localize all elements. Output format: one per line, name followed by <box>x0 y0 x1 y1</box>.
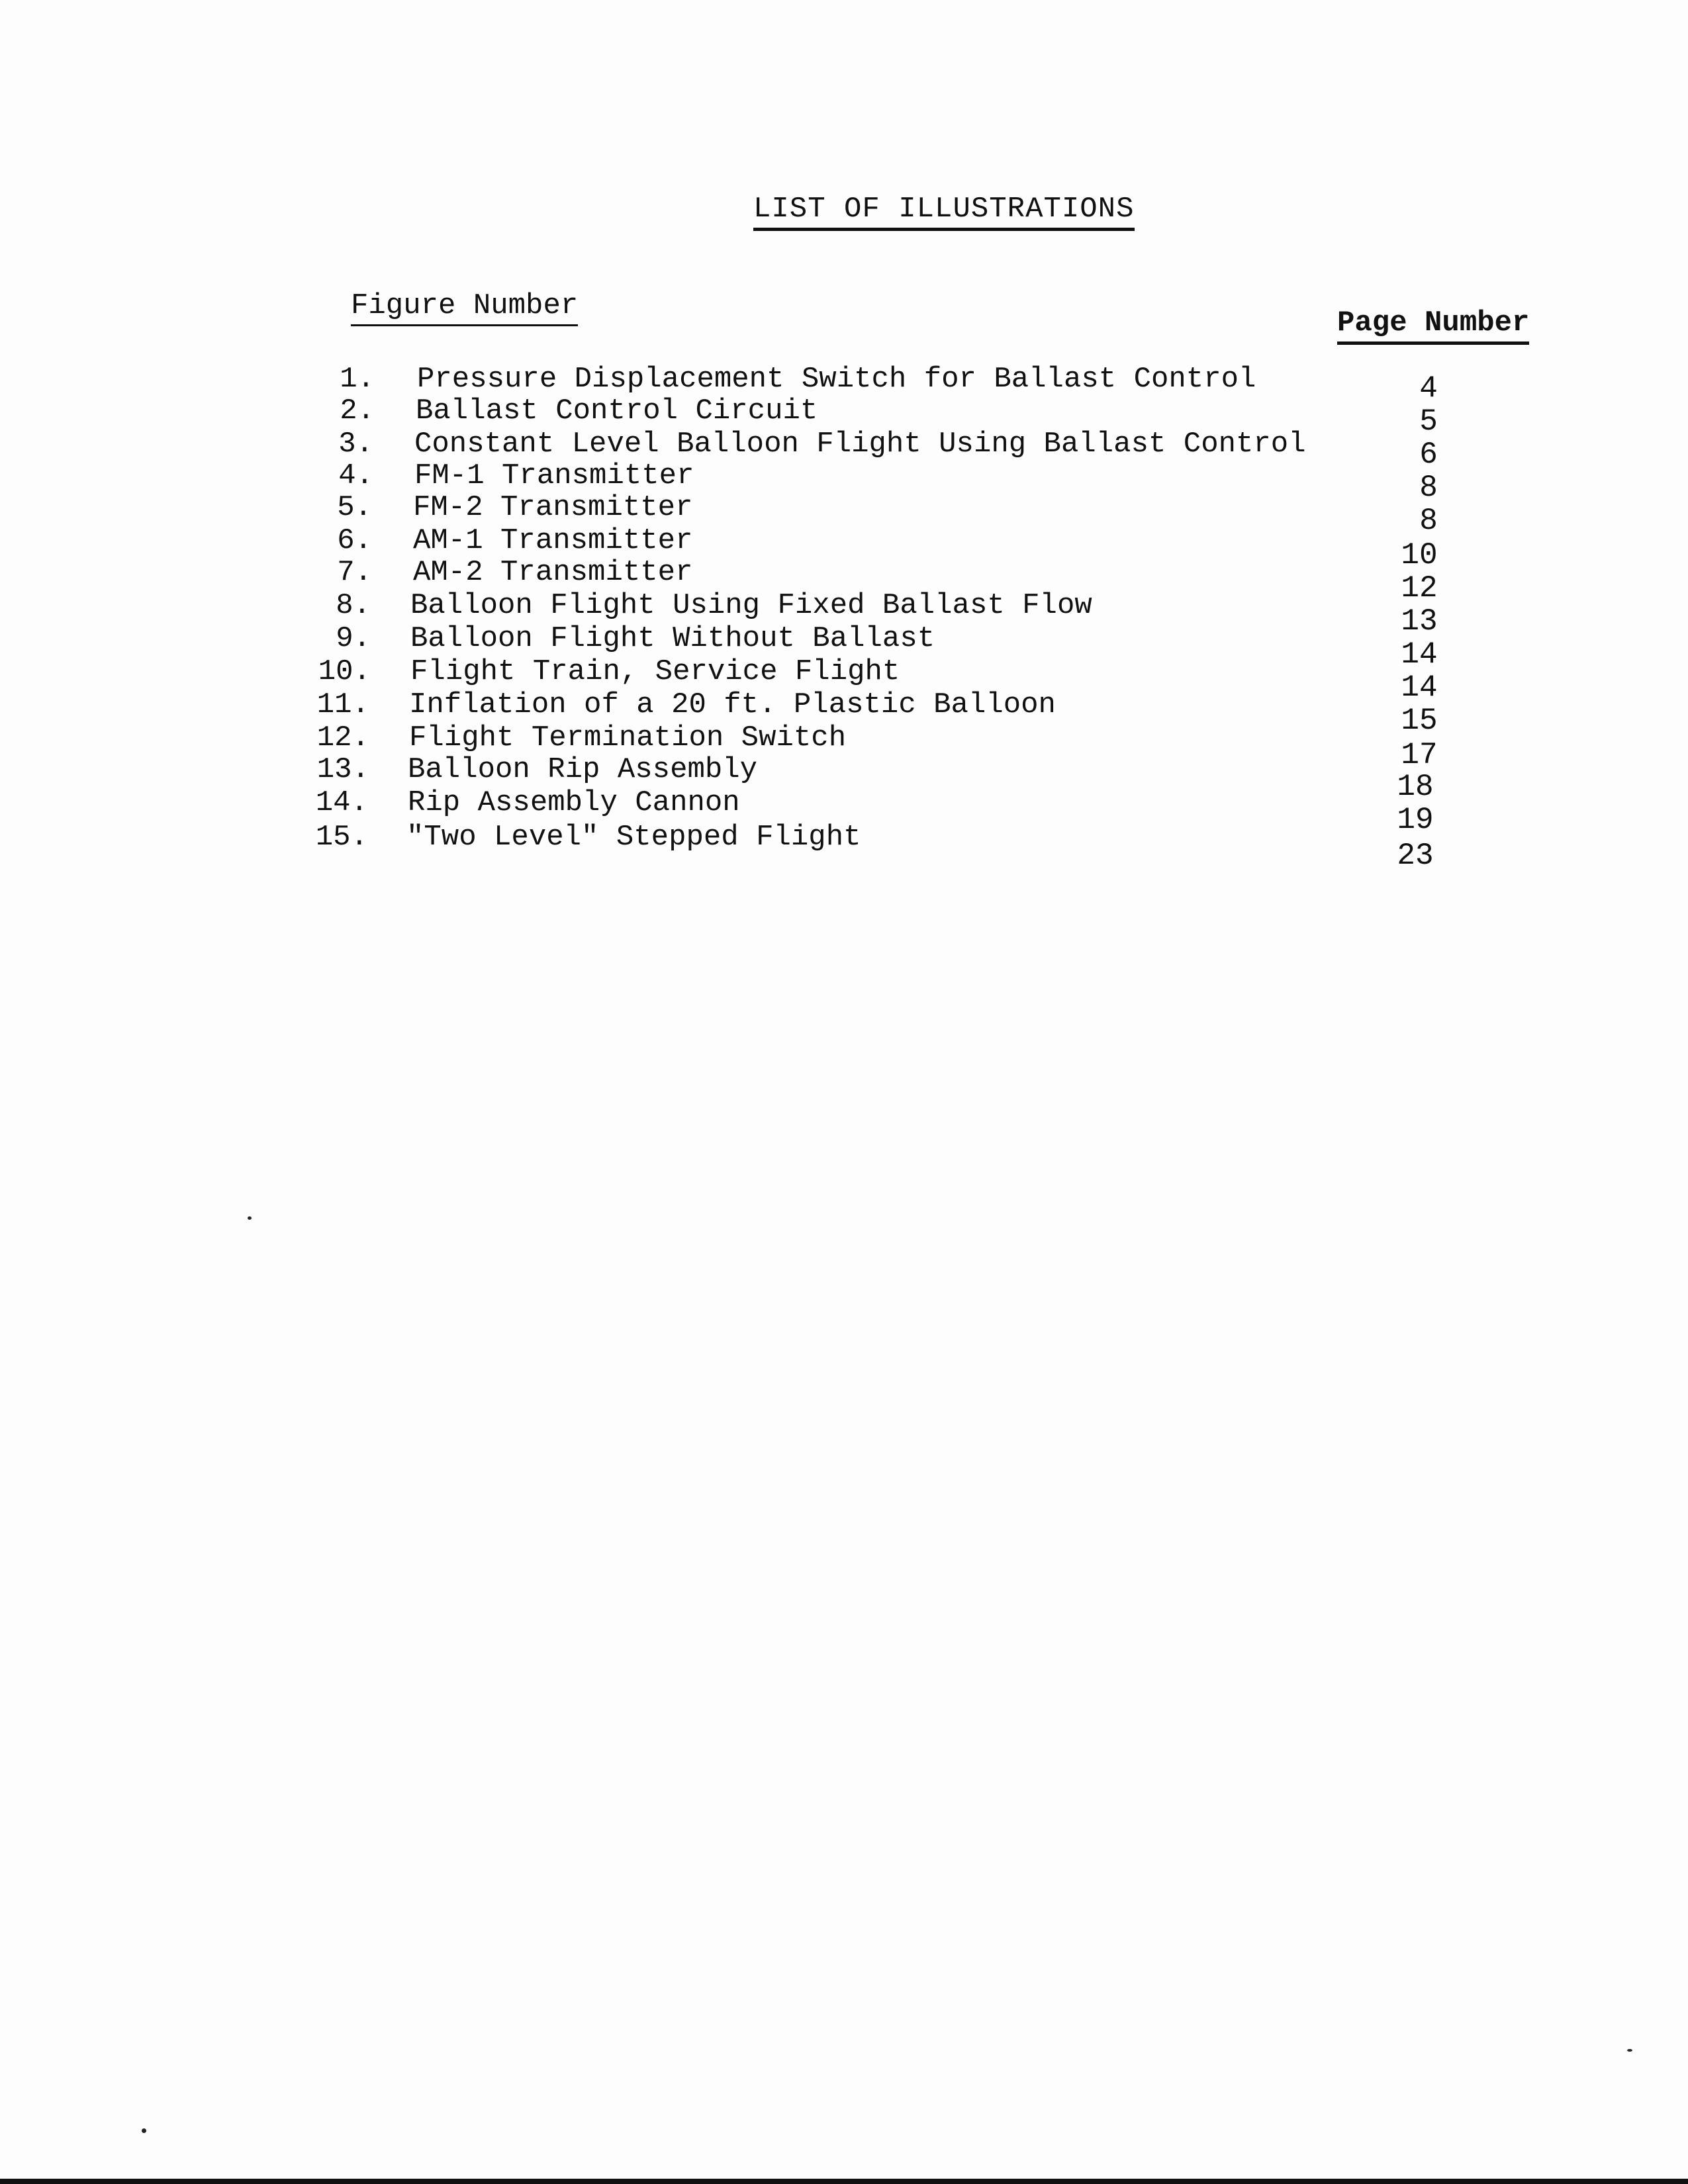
figure-number: 3. <box>338 428 373 461</box>
figure-number: 9. <box>336 622 371 655</box>
figure-number: 15. <box>315 821 368 854</box>
figure-title: AM-1 Transmitter <box>413 524 693 557</box>
page-number: 8 <box>1419 504 1438 538</box>
figure-number: 6. <box>337 524 372 557</box>
figure-title: Ballast Control Circuit <box>416 394 818 428</box>
figure-title: Balloon Rip Assembly <box>408 753 758 786</box>
figure-title: "Two Level" Stepped Flight <box>406 821 861 854</box>
figure-number-column-header: Figure Number <box>351 290 578 326</box>
page-title: LIST OF ILLUSTRATIONS <box>753 193 1135 231</box>
page-number: 13 <box>1401 604 1438 639</box>
figure-number: 11. <box>316 688 369 721</box>
page-number: 14 <box>1401 670 1438 705</box>
figure-number: 5. <box>337 491 372 524</box>
page-number: 8 <box>1419 471 1438 505</box>
figure-title: Flight Termination Switch <box>409 721 847 754</box>
page-number: 19 <box>1397 803 1434 837</box>
figure-title: Rip Assembly Cannon <box>408 786 740 819</box>
figure-title: FM-1 Transmitter <box>414 459 694 492</box>
figure-number: 13. <box>316 753 369 786</box>
page-number: 10 <box>1401 538 1438 572</box>
page-number: 4 <box>1419 371 1438 406</box>
page-number: 18 <box>1397 770 1434 804</box>
figure-number: 10. <box>318 655 371 688</box>
figure-number: 12. <box>316 721 369 754</box>
page-number: 12 <box>1401 571 1438 606</box>
page-number: 5 <box>1419 404 1438 439</box>
scan-speck <box>142 2128 146 2133</box>
figure-number: 7. <box>337 556 372 589</box>
page-number: 6 <box>1419 437 1438 472</box>
scan-speck <box>1627 2049 1632 2052</box>
page-number: 23 <box>1397 839 1434 873</box>
page-number: 17 <box>1401 738 1438 772</box>
figure-title: Flight Train, Service Flight <box>410 655 900 688</box>
figure-number: 1. <box>340 363 375 396</box>
figure-title: Constant Level Balloon Flight Using Ballast Control <box>414 428 1306 461</box>
page-number: 15 <box>1401 704 1438 738</box>
figure-title: Balloon Flight Without Ballast <box>410 622 935 655</box>
figure-number: 4. <box>338 459 373 492</box>
page-number: 14 <box>1401 637 1438 672</box>
page-number-column-header: Page Number <box>1337 307 1529 345</box>
figure-number: 14. <box>315 786 368 819</box>
figure-title: AM-2 Transmitter <box>413 556 693 589</box>
scan-speck <box>248 1216 252 1220</box>
figure-number: 8. <box>336 589 371 622</box>
figure-title: Inflation of a 20 ft. Plastic Balloon <box>409 688 1056 721</box>
figure-number: 2. <box>340 394 375 428</box>
scan-bottom-edge <box>0 2179 1688 2184</box>
figure-title: Pressure Displacement Switch for Ballast Control <box>417 363 1256 396</box>
figure-title: Balloon Flight Using Fixed Ballast Flow <box>410 589 1092 622</box>
figure-title: FM-2 Transmitter <box>413 491 693 524</box>
